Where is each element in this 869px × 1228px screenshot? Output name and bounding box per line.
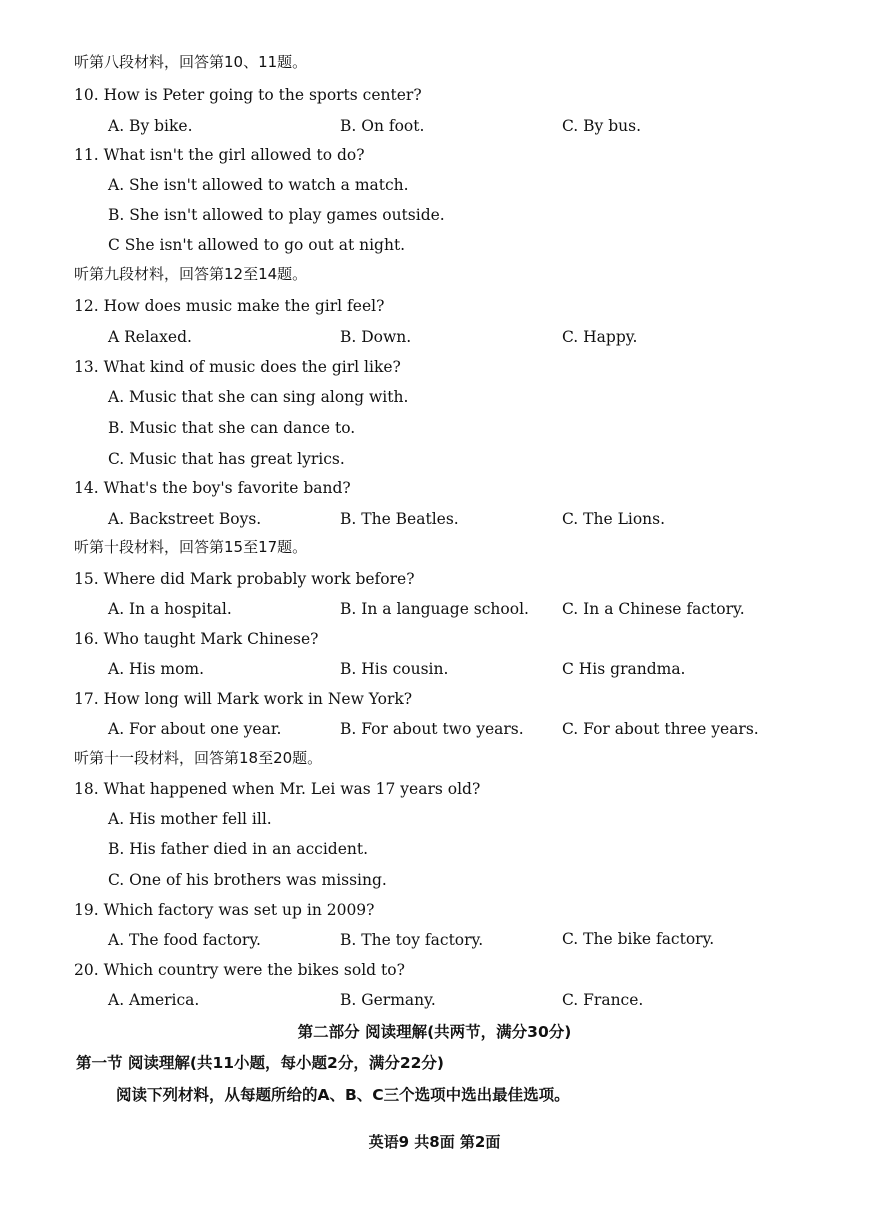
option-18-c: C. One of his brothers was missing. — [108, 871, 387, 889]
option-17-c: C. For about three years. — [562, 720, 759, 738]
section-heading-10: 听第十段材料，回答第15至17题。 — [74, 538, 308, 556]
option-19-a: A. The food factory. — [108, 931, 261, 949]
option-17-b: B. For about two years. — [340, 720, 524, 738]
option-14-a: A. Backstreet Boys. — [108, 510, 262, 528]
option-11-b: B. She isn't allowed to play games outside. — [108, 206, 445, 224]
question-16: 16. Who taught Mark Chinese? — [74, 630, 319, 648]
option-20-a: A. America. — [108, 991, 200, 1009]
part-two-heading: 第二部分 阅读理解(共两节，满分30分) — [297, 1023, 572, 1041]
option-20-c: C. France. — [562, 991, 644, 1009]
option-15-a: A. In a hospital. — [108, 600, 232, 618]
option-11-c: C She isn't allowed to go out at night. — [108, 236, 406, 254]
question-14: 14. What's the boy's favorite band? — [74, 479, 351, 497]
section-one-heading: 第一节 阅读理解(共11小题，每小题2分，满分22分) — [76, 1054, 444, 1072]
question-20: 20. Which country were the bikes sold to? — [74, 961, 405, 979]
option-16-c: C His grandma. — [562, 660, 686, 678]
question-19: 19. Which factory was set up in 2009? — [74, 901, 375, 919]
option-10-c: C. By bus. — [562, 117, 642, 135]
question-11: 11. What isn't the girl allowed to do? — [74, 146, 365, 164]
section-heading-8: 听第八段材料，回答第10、11题。 — [74, 53, 308, 71]
section-heading-9: 听第九段材料，回答第12至14题。 — [74, 265, 308, 283]
option-15-b: B. In a language school. — [340, 600, 529, 618]
option-10-b: B. On foot. — [340, 117, 425, 135]
question-10: 10. How is Peter going to the sports center? — [74, 86, 422, 104]
page-footer: 英语9 共8面 第2面 — [368, 1133, 501, 1151]
option-13-c: C. Music that has great lyrics. — [108, 450, 345, 468]
question-13: 13. What kind of music does the girl like? — [74, 358, 401, 376]
option-18-b: B. His father died in an accident. — [108, 840, 369, 858]
reading-instruction: 阅读下列材料，从每题所给的A、B、C三个选项中选出最佳选项。 — [116, 1086, 570, 1104]
option-17-a: A. For about one year. — [108, 720, 282, 738]
option-19-b: B. The toy factory. — [340, 931, 484, 949]
option-11-a: A. She isn't allowed to watch a match. — [108, 176, 409, 194]
option-16-b: B. His cousin. — [340, 660, 449, 678]
question-18: 18. What happened when Mr. Lei was 17 years old? — [74, 780, 481, 798]
section-heading-11: 听第十一段材料，回答第18至20题。 — [74, 749, 323, 767]
option-12-b: B. Down. — [340, 328, 412, 346]
question-15: 15. Where did Mark probably work before? — [74, 570, 415, 588]
option-16-a: A. His mom. — [108, 660, 205, 678]
option-18-a: A. His mother fell ill. — [108, 810, 272, 828]
option-15-c: C. In a Chinese factory. — [562, 600, 745, 618]
option-12-c: C. Happy. — [562, 328, 638, 346]
option-14-b: B. The Beatles. — [340, 510, 459, 528]
option-10-a: A. By bike. — [108, 117, 193, 135]
option-19-c: C. The bike factory. — [562, 930, 715, 948]
question-12: 12. How does music make the girl feel? — [74, 297, 385, 315]
question-17: 17. How long will Mark work in New York? — [74, 690, 413, 708]
option-13-a: A. Music that she can sing along with. — [108, 388, 409, 406]
option-12-a: A Relaxed. — [108, 328, 192, 346]
option-20-b: B. Germany. — [340, 991, 436, 1009]
option-13-b: B. Music that she can dance to. — [108, 419, 356, 437]
option-14-c: C. The Lions. — [562, 510, 666, 528]
